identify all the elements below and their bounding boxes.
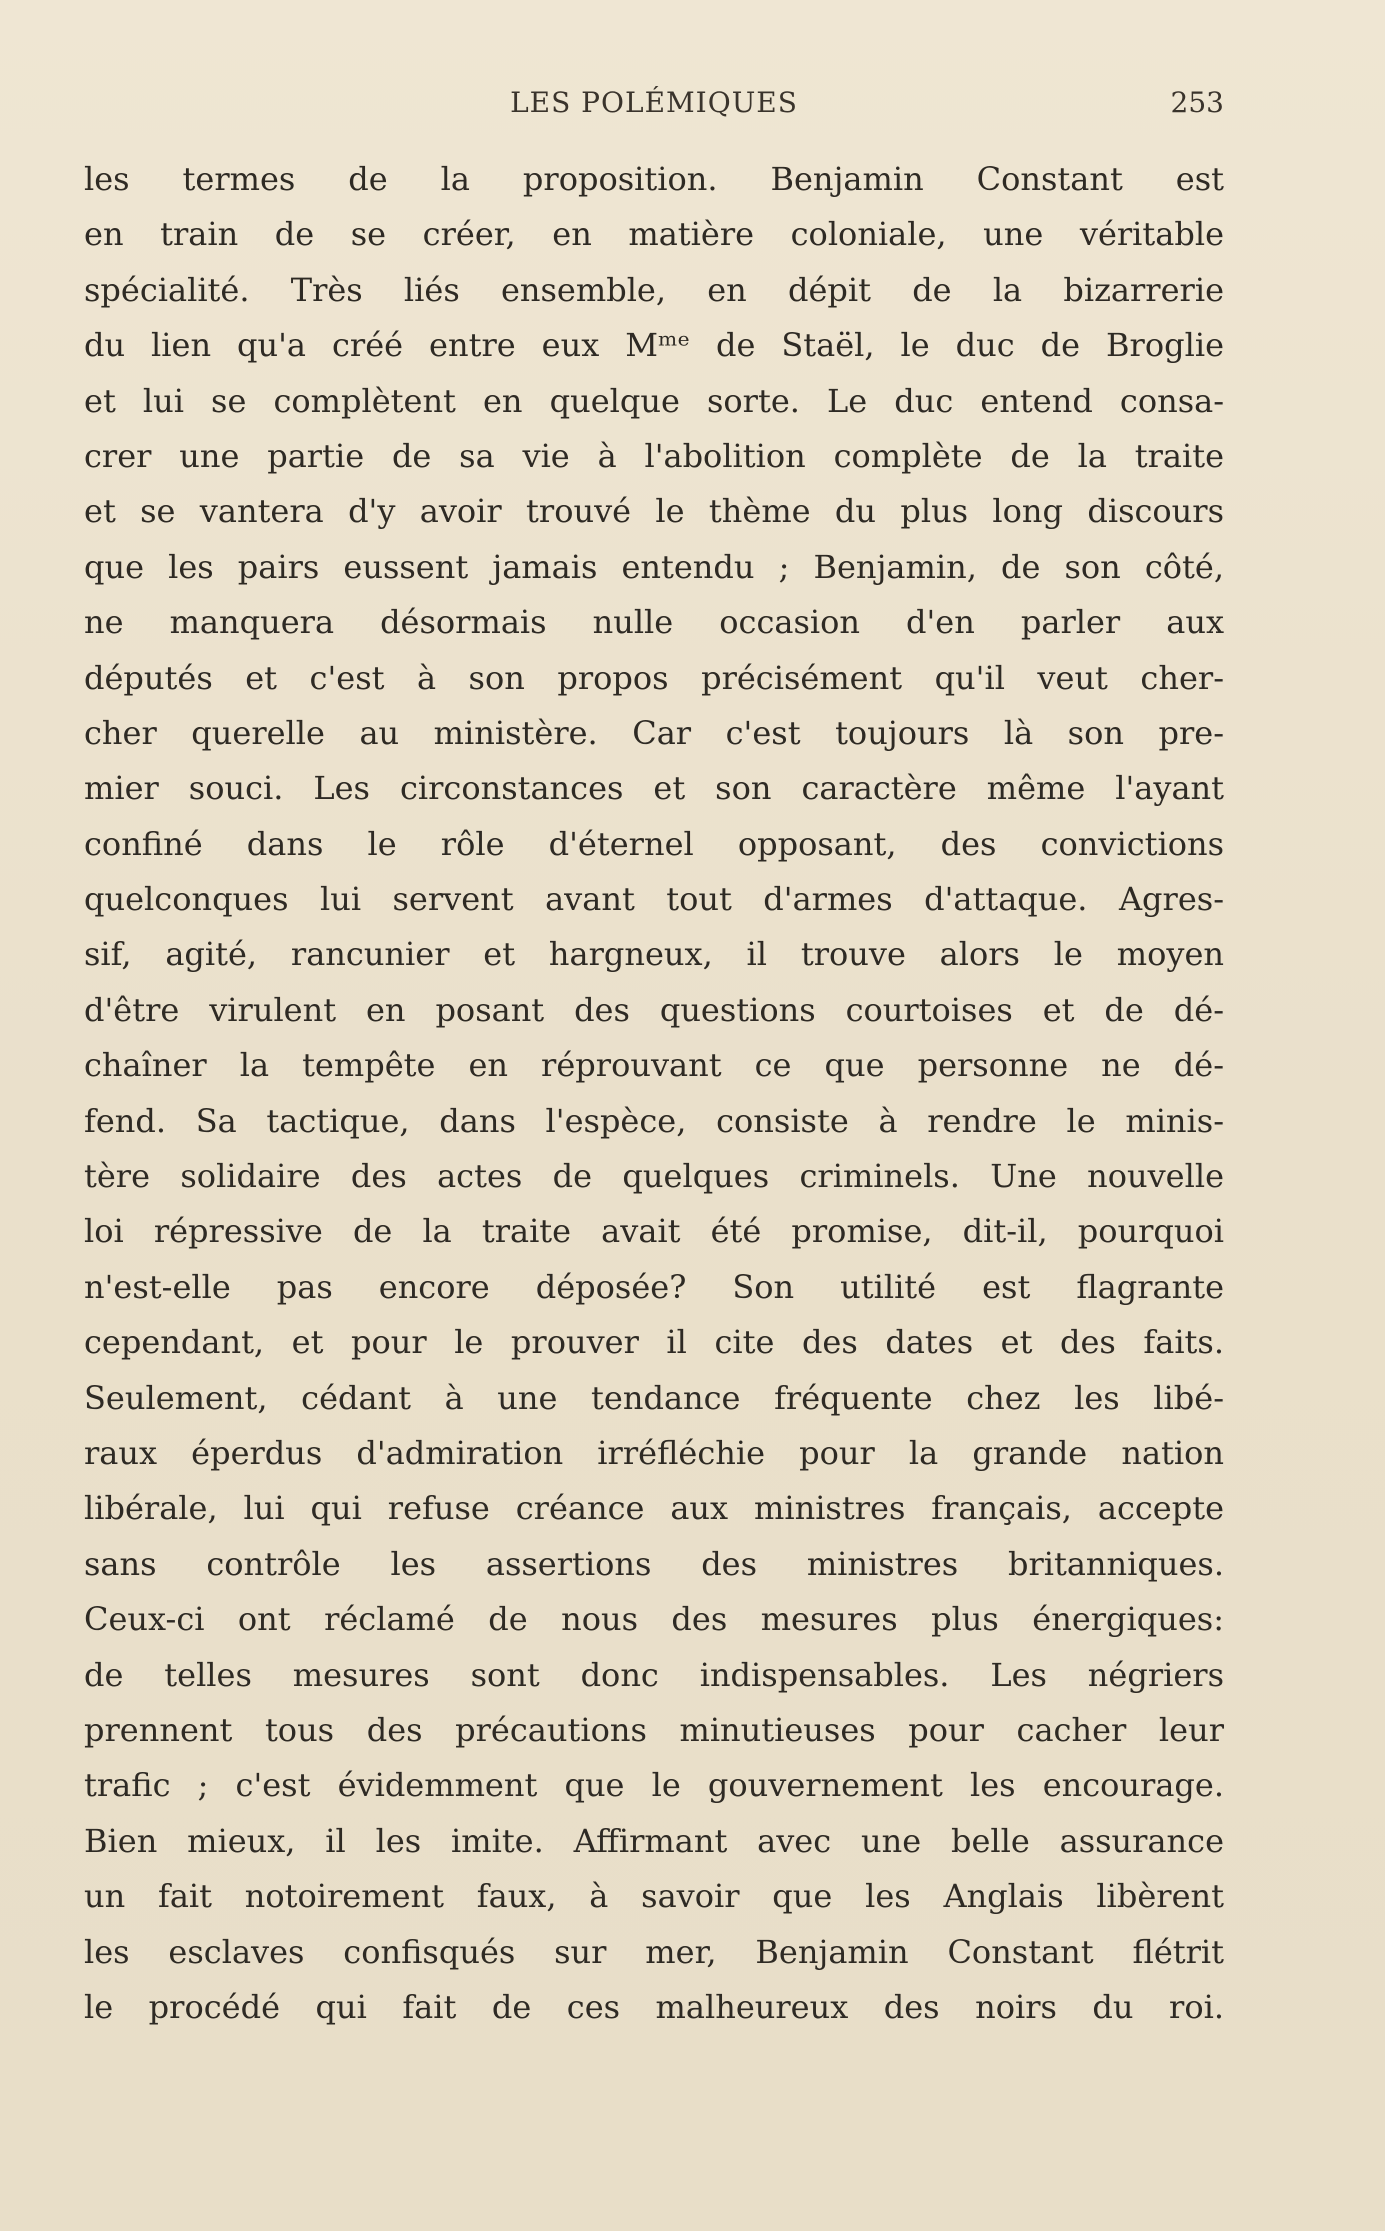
text-line: du lien qu'a créé entre eux Mᵐᵉ de Staël, le duc de Broglie — [84, 326, 1224, 365]
text-line: n'est-elle pas encore déposée? Son utilité est flagrante — [84, 1267, 1224, 1306]
text-line: fend. Sa tactique, dans l'espèce, consiste à rendre le minis- — [84, 1101, 1224, 1140]
text-line: d'être virulent en posant des questions courtoises et de dé- — [84, 990, 1224, 1029]
text-line: confiné dans le rôle d'éternel opposant, des convictions — [84, 824, 1224, 863]
text-line: tère solidaire des actes de quelques criminels. Une nouvelle — [84, 1157, 1224, 1196]
text-line: libérale, lui qui refuse créance aux ministres français, accepte — [84, 1489, 1224, 1528]
text-line: loi répressive de la traite avait été promise, dit-il, pourquoi — [84, 1212, 1224, 1251]
text-line: Bien mieux, il les imite. Affirmant avec une belle assurance — [84, 1821, 1224, 1860]
text-line: quelconques lui servent avant tout d'armes d'attaque. Agres- — [84, 880, 1224, 919]
text-line: en train de se créer, en matière coloniale, une véritable — [84, 215, 1224, 254]
text-line: Seulement, cédant à une tendance fréquente chez les libé- — [84, 1378, 1224, 1417]
text-line: ne manquera désormais nulle occasion d'en parler aux — [84, 603, 1224, 642]
text-line: spécialité. Très liés ensemble, en dépit de la bizarrerie — [84, 270, 1224, 309]
text-line: les esclaves confisqués sur mer, Benjamin Constant flétrit — [84, 1932, 1224, 1971]
text-line: Ceux-ci ont réclamé de nous des mesures plus énergiques: — [84, 1600, 1224, 1639]
body-text — [84, 152, 1224, 2035]
text-line: cher querelle au ministère. Car c'est toujours là son pre- — [84, 713, 1224, 752]
text-line: le procédé qui fait de ces malheureux des noirs du roi. — [84, 1987, 1224, 2026]
text-line: chaîner la tempête en réprouvant ce que personne ne dé- — [84, 1046, 1224, 1085]
text-line: sans contrôle les assertions des ministres britanniques. — [84, 1544, 1224, 1583]
text-line: trafic ; c'est évidemment que le gouvernement les encourage. — [84, 1766, 1224, 1805]
text-line: sif, agité, rancunier et hargneux, il trouve alors le moyen — [84, 935, 1224, 974]
text-line: mier souci. Les circonstances et son caractère même l'ayant — [84, 769, 1224, 808]
page-header — [84, 86, 1224, 126]
text-line: prennent tous des précautions minutieuses pour cacher leur — [84, 1710, 1224, 1749]
text-line: crer une partie de sa vie à l'abolition complète de la traite — [84, 436, 1224, 475]
text-line: de telles mesures sont donc indispensables. Les négriers — [84, 1655, 1224, 1694]
text-line: que les pairs eussent jamais entendu ; Benjamin, de son côté, — [84, 547, 1224, 586]
running-title: LES POLÉMIQUES — [510, 86, 798, 119]
text-line: les termes de la proposition. Benjamin Constant est — [84, 160, 1224, 198]
text-line: et se vantera d'y avoir trouvé le thème du plus long discours — [84, 492, 1224, 531]
text-line: et lui se complètent en quelque sorte. Le duc entend consa- — [84, 381, 1224, 420]
page-number: 253 — [1170, 86, 1224, 119]
text-line: cependant, et pour le prouver il cite des dates et des faits. — [84, 1323, 1224, 1362]
text-line: un fait notoirement faux, à savoir que les Anglais libèrent — [84, 1877, 1224, 1916]
text-line: raux éperdus d'admiration irréfléchie pour la grande nation — [84, 1433, 1224, 1472]
text-line: députés et c'est à son propos précisément qu'il veut cher- — [84, 658, 1224, 697]
